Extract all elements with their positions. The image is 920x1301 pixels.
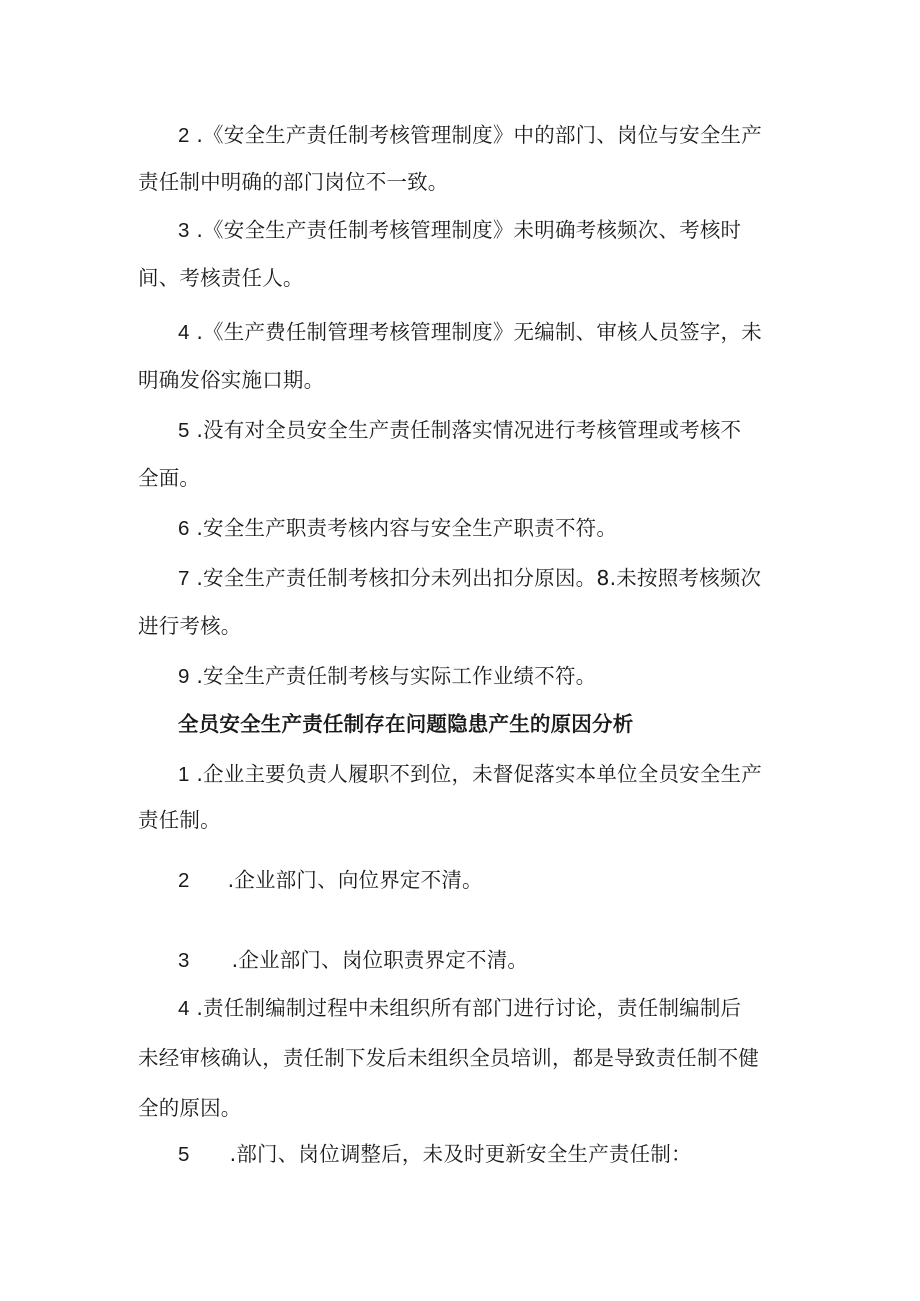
item-number: 6 (178, 517, 190, 540)
list-item-line (178, 946, 528, 975)
list-item-line (178, 121, 762, 150)
list-item-line (178, 866, 483, 895)
list-item-line (178, 416, 741, 445)
list-item-line: 进行考核。 (138, 614, 242, 638)
item-text: .安全生产责任制考核与实际工作业绩不符。 (196, 664, 597, 688)
section-heading: 全员安全生产责任制存在问题隐患产生的原因分析 (178, 712, 634, 736)
list-item-line (178, 216, 741, 245)
list-item-line: 全的原因。 (138, 1096, 242, 1120)
item-text: .部门、岗位调整后，未及时更新安全生产责任制： (229, 1142, 692, 1166)
list-item-line (178, 760, 762, 789)
item-text: .企业主要负责人履职不到位，未督促落实本单位全员安全生产 (196, 762, 762, 786)
list-item-line: 责任制中明确的部门岗位不一致。 (138, 170, 449, 194)
item-number: 4 (178, 321, 190, 344)
item-number: 9 (178, 665, 190, 688)
item-number: 3 (178, 219, 190, 242)
item-text: .《安全生产责任制考核管理制度》中的部门、岗位与安全生产 (196, 123, 762, 147)
item-text: .安全生产职责考核内容与安全生产职责不符。 (196, 516, 618, 540)
item-number: 1 (178, 763, 190, 786)
item-number: 7 (178, 567, 190, 590)
item-number: 2 (178, 869, 190, 892)
item-number: 3 (178, 949, 190, 972)
list-item-line: 明确发俗实施口期。 (138, 368, 325, 392)
list-item-line: 未经审核确认，责任制下发后未组织全员培训，都是导致责任制不健 (138, 1046, 759, 1070)
item-number: 2 (178, 124, 190, 147)
list-item-line: 全面。 (138, 466, 201, 490)
list-item-line (178, 662, 596, 691)
item-text: .企业部门、岗位职责界定不清。 (231, 948, 529, 972)
item-text: .企业部门、向位界定不清。 (227, 868, 483, 892)
item-text: .《生产费任制管理考核管理制度》无编制、审核人员签字，未 (196, 320, 762, 344)
list-item-line (178, 318, 762, 347)
list-item-line (178, 514, 617, 543)
item-text: .责任制编制过程中未组织所有部门进行讨论，责任制编制后 (196, 996, 742, 1020)
list-item-line: 责任制。 (138, 808, 221, 832)
list-item-line: 间、考核责任人。 (138, 266, 304, 290)
item-text: .没有对全员安全生产责任制落实情况进行考核管理或考核不 (196, 418, 742, 442)
list-item-line (178, 564, 761, 593)
item-number: 5 (178, 419, 190, 442)
item-number: 5 (178, 1143, 190, 1166)
list-item-line (178, 994, 741, 1023)
item-text: .《安全生产责任制考核管理制度》未明确考核频次、考核时 (196, 218, 742, 242)
item-text: .安全生产责任制考核扣分未列出扣分原因。8.未按照考核频次 (196, 566, 762, 590)
list-item-line (178, 1140, 692, 1169)
item-number: 4 (178, 997, 190, 1020)
